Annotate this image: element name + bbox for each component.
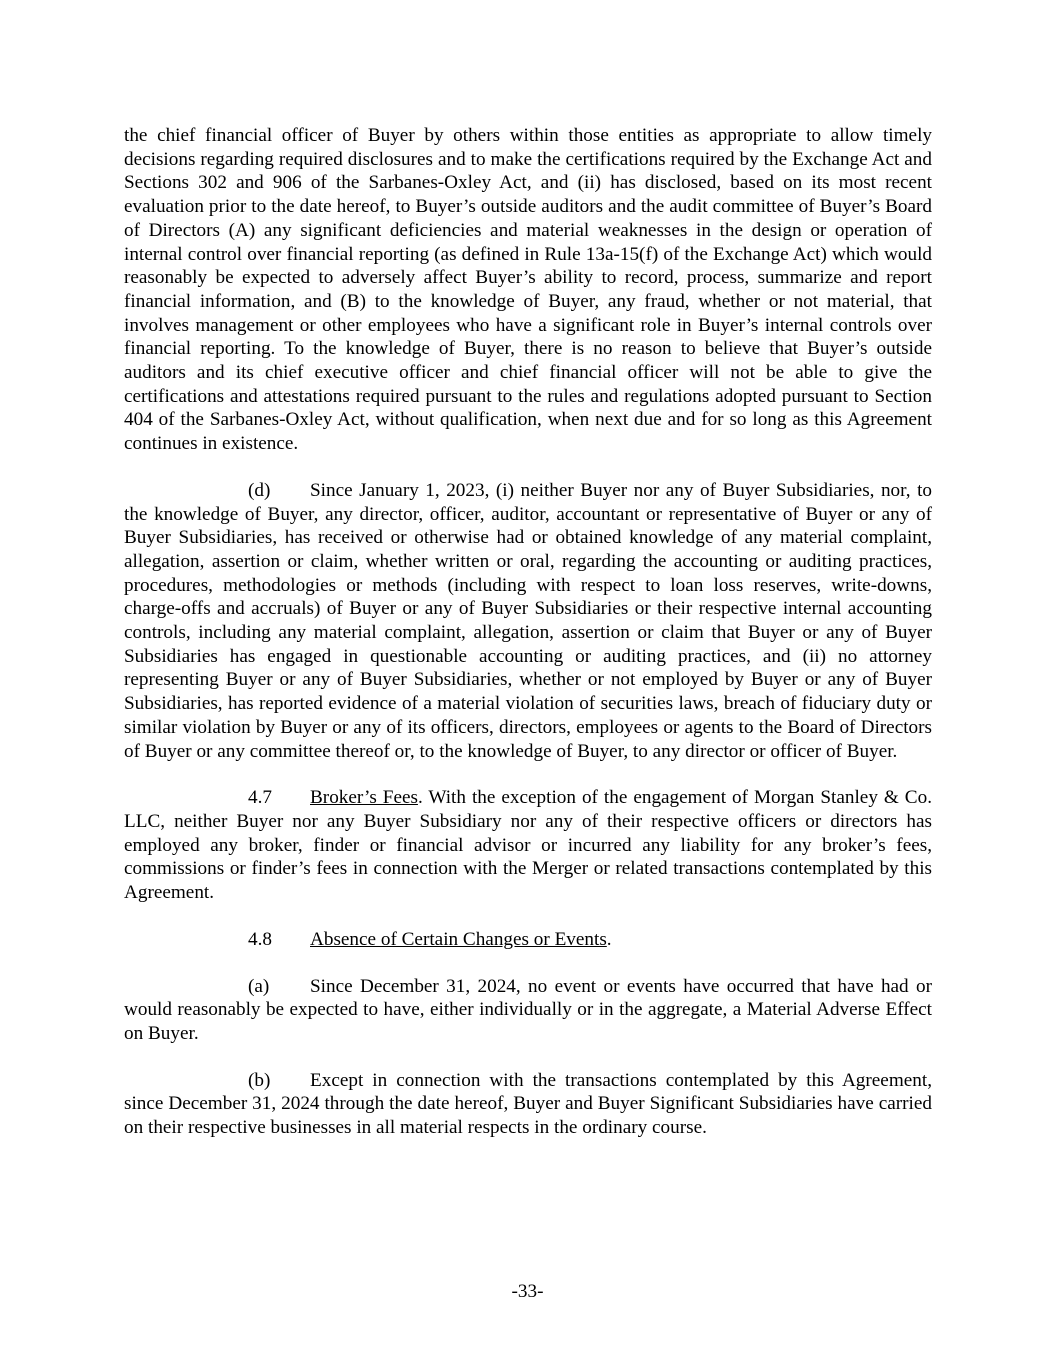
clause-text-d: Since January 1, 2023, (i) neither Buyer nor any of Buyer Subsidiaries, nor, to the knowledge of Buyer, any director, officer, auditor, accountant or representative of Buyer or any of Buyer Subsidiaries, has received or otherwise had or obtained knowledge of any material complaint, allegation, assertion or claim, whether written or oral, regarding the accounting or auditing practices, procedures, methodologies or methods (including with respect to loan loss reserves, write-downs, charge-offs and accruals) of Buyer or any of Buyer Subsidiaries or their respective internal accounting controls, including any material complaint, allegation, assertion or claim that Buyer or any of Buyer Subsidiaries has engaged in questionable accounting or auditing practices, and (ii) no attorney representing Buyer or any of Buyer Subsidiaries, whether or not employed by Buyer or any of Buyer Subsidiaries, has reported evidence of a material violation of securities laws, breach of fiduciary duty or similar violation by Buyer or any of its officers, directors, employees or agents to the Board of Directors of Buyer or any committee thereof or, to the knowledge of Buyer, to any director or officer of Buyer. — [124, 479, 932, 762]
section-number-4-8: 4.8 — [248, 928, 272, 950]
section-title-brokers-fees: Broker’s Fees — [310, 787, 418, 809]
paragraph-d — [124, 479, 932, 763]
clause-number-d: (d) — [248, 479, 271, 501]
section-number-4-7: 4.7 — [248, 787, 272, 809]
section-title-period: . — [606, 928, 612, 950]
document-body — [124, 124, 932, 1140]
section-4-8 — [124, 928, 932, 952]
paragraph-a — [124, 975, 932, 1046]
section-text-4-7: . With the exception of the engagement of Morgan Stanley & Co. LLC, neither Buyer nor any Buyer Subsidiary nor any of their respective officers or directors has employed any broker, finder or financial advisor or incurred any liability for any broker’s fees, commissions or finder’s fees in connection with the Merger or related transactions contemplated by this Agreement. — [124, 787, 932, 904]
paragraph-b — [124, 1069, 932, 1140]
clause-number-b: (b) — [248, 1069, 271, 1091]
section-4-7 — [124, 786, 932, 905]
clause-text-a: Since December 31, 2024, no event or events have occurred that have had or would reasonably be expected to have, either individually or in the aggregate, a Material Adverse Effect on Buyer. — [124, 975, 932, 1044]
clause-number-a: (a) — [248, 975, 270, 997]
paragraph-continuation: the chief financial officer of Buyer by others within those entities as appropriate to allow timely decisions regarding required disclosures and to make the certifications required by the Exchange Act and Sections 302 and 906 of the Sarbanes-Oxley Act, and (ii) has disclosed, based on its most recent evaluation prior to the date hereof, to Buyer’s outside auditors and the audit committee of Buyer’s Board of Directors (A) any significant deficiencies and material weaknesses in the design or operation of internal control over financial reporting (as defined in Rule 13a-15(f) of the Exchange Act) which would reasonably be expected to adversely affect Buyer’s ability to record, process, summarize and report financial information, and (B) to the knowledge of Buyer, any fraud, whether or not material, that involves management or other employees who have a significant role in Buyer’s internal controls over financial reporting. To the knowledge of Buyer, there is no reason to believe that Buyer’s outside auditors and its chief executive officer and chief financial officer will not be able to give the certifications and attestations required pursuant to the rules and regulations adopted pursuant to Section 404 of the Sarbanes-Oxley Act, without qualification, when next due and for so long as this Agreement continues in existence. — [124, 125, 932, 455]
page-number: -33- — [511, 1281, 544, 1302]
clause-text-b: Except in connection with the transactions contemplated by this Agreement, since December 31, 2024 through the date hereof, Buyer and Buyer Significant Subsidiaries have carried on their respective businesses in all material respects in the ordinary course. — [124, 1069, 932, 1139]
section-title-absence-of-changes: Absence of Certain Changes or Events — [310, 928, 607, 950]
